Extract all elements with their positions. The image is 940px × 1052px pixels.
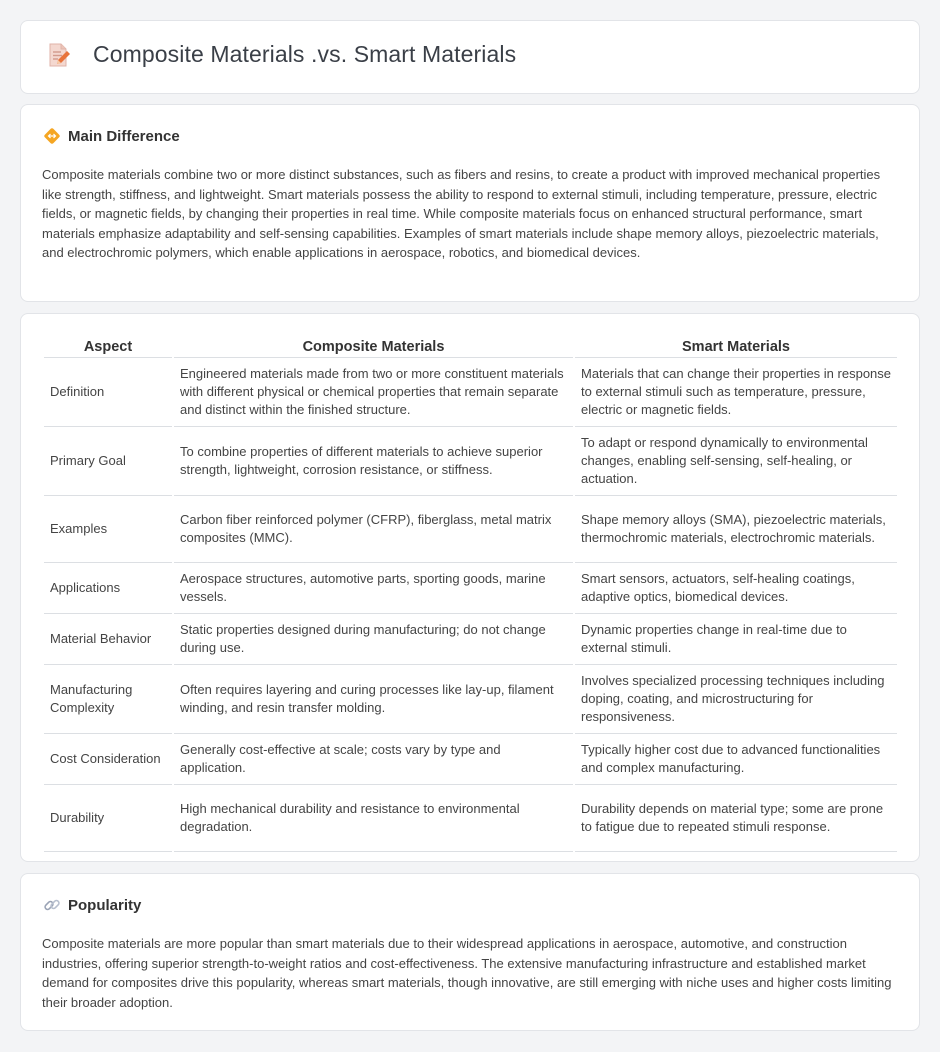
- aspect-cell: Cost Consideration: [44, 734, 172, 785]
- column-header-composite: Composite Materials: [174, 334, 573, 358]
- column-header-smart: Smart Materials: [575, 334, 897, 358]
- table-row: [44, 427, 897, 496]
- aspect-cell: Definition: [44, 358, 172, 427]
- table-row: [44, 563, 897, 614]
- header-card: [20, 20, 920, 94]
- comparison-table-card: [20, 313, 920, 862]
- smart-cell: To adapt or respond dynamically to environmental changes, enabling self-sensing, self-healing, or actuation.: [575, 427, 897, 496]
- table-row: [44, 785, 897, 852]
- popularity-text: Composite materials are more popular than smart materials due to their widespread applications in aerospace, automotive, and construction industries, offering superior strength-to-weight ratios and cost-effectiveness. The extensive manufacturing infrastructure and established market demand for composites drive this popularity, whereas smart materials, though innovative, are still emerging with niche uses and higher costs limiting their broader adoption.: [42, 936, 892, 1010]
- table-row: [44, 614, 897, 665]
- table-header-row: [44, 334, 897, 358]
- smart-cell: Shape memory alloys (SMA), piezoelectric materials, thermochromic materials, electrochromic materials.: [575, 496, 897, 563]
- popularity-heading: Popularity: [68, 896, 142, 914]
- smart-cell: Smart sensors, actuators, self-healing coatings, adaptive optics, biomedical devices.: [575, 563, 897, 614]
- composite-cell: Aerospace structures, automotive parts, sporting goods, marine vessels.: [174, 563, 573, 614]
- table-row: [44, 665, 897, 734]
- composite-cell: Carbon fiber reinforced polymer (CFRP), fiberglass, metal matrix composites (MMC).: [174, 496, 573, 563]
- column-header-aspect: Aspect: [44, 334, 172, 358]
- main-difference-card: [20, 104, 920, 302]
- table-row: [44, 734, 897, 785]
- main-difference-text: Composite materials combine two or more distinct substances, such as fibers and resins, to create a product with improved mechanical properties like strength, stiffness, and lightweight. Smart materials possess the ability to respond to external stimuli, including temperature, pressure, electric fields, or magnetic fields, by changing their properties in real time. While composite materials focus on enhanced structural performance, smart materials emphasize adaptability and self-sensing capabilities. Examples of smart materials include shape memory alloys, piezoelectric materials, and electrochromic polymers, which enable applications in aerospace, robotics, and biomedical devices.: [42, 167, 881, 261]
- composite-cell: High mechanical durability and resistance to environmental degradation.: [174, 785, 573, 852]
- diamond-arrows-icon: [43, 127, 61, 145]
- aspect-cell: Applications: [44, 563, 172, 614]
- composite-cell: Often requires layering and curing processes like lay-up, filament winding, and resin transfer molding.: [174, 665, 573, 734]
- smart-cell: Involves specialized processing techniques including doping, coating, and microstructuring for responsiveness.: [575, 665, 897, 734]
- main-difference-heading: Main Difference: [68, 127, 180, 145]
- aspect-cell: Durability: [44, 785, 172, 852]
- page-title: Composite Materials .vs. Smart Materials: [93, 41, 517, 67]
- comparison-table: [42, 334, 899, 852]
- popularity-card: [20, 873, 920, 1031]
- aspect-cell: Material Behavior: [44, 614, 172, 665]
- aspect-cell: Primary Goal: [44, 427, 172, 496]
- composite-cell: To combine properties of different materials to achieve superior strength, lightweight, corrosion resistance, or stiffness.: [174, 427, 573, 496]
- table-row: [44, 496, 897, 563]
- main-difference-header: [43, 127, 180, 145]
- document-edit-icon: [45, 42, 71, 68]
- aspect-cell: Manufacturing Complexity: [44, 665, 172, 734]
- link-icon: [43, 896, 61, 914]
- popularity-header: [43, 896, 141, 914]
- smart-cell: Typically higher cost due to advanced functionalities and complex manufacturing.: [575, 734, 897, 785]
- composite-cell: Engineered materials made from two or more constituent materials with different physical or chemical properties that remain separate and distinct within the finished structure.: [174, 358, 573, 427]
- aspect-cell: Examples: [44, 496, 172, 563]
- composite-cell: Generally cost-effective at scale; costs vary by type and application.: [174, 734, 573, 785]
- smart-cell: Materials that can change their properties in response to external stimuli such as temperature, pressure, electric or magnetic fields.: [575, 358, 897, 427]
- smart-cell: Durability depends on material type; some are prone to fatigue due to repeated stimuli response.: [575, 785, 897, 852]
- composite-cell: Static properties designed during manufacturing; do not change during use.: [174, 614, 573, 665]
- title-row: [45, 41, 516, 68]
- smart-cell: Dynamic properties change in real-time due to external stimuli.: [575, 614, 897, 665]
- table-row: [44, 358, 897, 427]
